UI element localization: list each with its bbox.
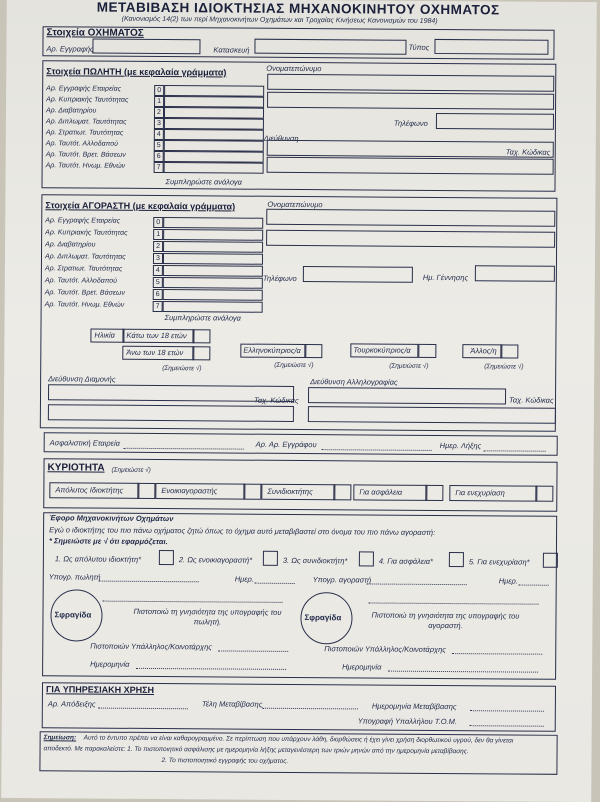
form-sheet bbox=[1, 0, 597, 802]
ownership-option-label: Απόλυτος Ιδιοκτήτης bbox=[55, 485, 124, 495]
form-subtitle: (Κανονισμός 14(2) των περί Μηχανοκινήτων Οχημάτων και Τροχαίας Κινήσεως Κανονισμών του 1984) bbox=[121, 15, 438, 25]
declaration-option-checkbox[interactable] bbox=[359, 551, 374, 566]
res-address-label: Διεύθυνση Διαμονής bbox=[48, 374, 116, 384]
nat-turkish-label: Τουρκοκύπριος/α bbox=[353, 345, 411, 355]
insurance-company-label: Ασφαλιστική Εταιρεία bbox=[49, 438, 120, 448]
official-heading: ΓΙΑ ΥΠΗΡΕΣΙΑΚΗ ΧΡΗΣΗ bbox=[45, 684, 155, 695]
buyer-id-field[interactable] bbox=[163, 253, 263, 265]
declaration-option-label: 5. Για ενεχυρίαση* bbox=[468, 557, 530, 567]
notes-text-2: αποδεκτό. Με παρακαλείστε: 1. Το πιστοποιητικό ασφάλισης με ημερομηνία λήξης μεταγενέστερη των τριών μηνών από την ημερομηνία μεταβίβασης. bbox=[43, 745, 469, 756]
nat-other-tick-note: (Σημειώστε √) bbox=[484, 363, 524, 371]
seller-id-number: 6 bbox=[154, 151, 164, 162]
buyer-id-number: 6 bbox=[153, 289, 163, 300]
declaration-option-checkbox[interactable] bbox=[263, 551, 278, 566]
buyer-heading: Στοιχεία ΑΓΟΡΑΣΤΗ (με κεφαλαία γράμματα) bbox=[45, 200, 236, 212]
buyer-id-label: Αρ. Κυπριακής Ταυτότητας bbox=[45, 229, 128, 237]
buyer-id-label: Αρ. Στρατιωτ. Ταυτότητας bbox=[44, 265, 123, 273]
buyer-id-number: 4 bbox=[153, 265, 163, 276]
declaration-option-label: 3. Ως συνιδιοκτήτη* bbox=[282, 555, 348, 566]
res-postcode-label: Ταχ. Κώδικας bbox=[253, 395, 299, 405]
seller-name-field-2[interactable] bbox=[267, 92, 554, 110]
buyer-id-number: 3 bbox=[153, 253, 163, 264]
seller-id-label: Αρ. Κυπριακής Ταυτότητας bbox=[46, 96, 129, 104]
ownership-option-label: Για ενεχυρίαση bbox=[455, 488, 505, 498]
mail-postcode-label: Ταχ. Κώδικας bbox=[508, 395, 554, 405]
buyer-id-number: 0 bbox=[153, 217, 163, 228]
nat-turkish-checkbox[interactable] bbox=[418, 344, 436, 358]
buyer-cert-text: Πιστοποιώ τη γνησιότητα της υπογραφής του αγοραστή. bbox=[371, 610, 520, 631]
buyer-id-number: 5 bbox=[153, 277, 163, 288]
seller-phone-label: Τηλέφωνο bbox=[393, 118, 428, 128]
seller-cert-text: Πιστοποιώ τη γνησιότητα της υπογραφής του πωλητή. bbox=[133, 606, 282, 627]
age-tick-note: (Σημειώστε √) bbox=[162, 365, 202, 373]
ownership-heading: ΚΥΡΙΟΤΗΤΑ bbox=[47, 462, 105, 474]
seller-name-field-1[interactable] bbox=[267, 74, 554, 92]
notes-text-1: Αυτό το έντυπο πρέπει να είναι καθαρογραμμένο. Σε περίπτωση που υπάρχουν λάθη, διορθώσεις ή έχει γίνει χρήση διορθωτικού υγρού, δεν θα γίνεται bbox=[83, 734, 514, 745]
nat-other-checkbox[interactable] bbox=[500, 344, 518, 358]
official-fees-label: Τέλη Μεταβίβασης bbox=[201, 699, 263, 709]
buyer-id-field[interactable] bbox=[163, 229, 263, 241]
seller-id-number: 2 bbox=[154, 107, 164, 118]
seller-address-label: Διεύθυνση bbox=[263, 133, 299, 143]
seller-heading: Στοιχεία ΠΩΛΗΤΗ (με κεφαλαία γράμματα) bbox=[46, 66, 227, 78]
insurance-policy-label: Αρ. Αρ. Εγγράφου bbox=[255, 439, 317, 450]
seller-id-label: Αρ. Ταυτότ. Αλλοδαπού bbox=[45, 140, 119, 148]
buyer-id-label: Αρ. Ταυτότ. Ηνωμ. Εθνών bbox=[44, 301, 125, 309]
seller-address-field-2[interactable] bbox=[267, 157, 554, 175]
buyer-id-label: Αρ. Διαβατηρίου bbox=[45, 241, 96, 249]
nat-greek-label: Ελληνοκύπριος/α bbox=[243, 345, 301, 356]
age-label: Ηλικία bbox=[94, 330, 115, 340]
ownership-option-checkbox[interactable] bbox=[243, 484, 261, 500]
vehicle-type-label: Τύπος bbox=[408, 42, 430, 52]
buyer-id-field[interactable] bbox=[163, 301, 263, 313]
ownership-option-checkbox[interactable] bbox=[535, 486, 553, 502]
declaration-line1: Εγώ ο ιδιοκτήτης του πιο πάνω οχήματος ζητώ όπως το όχημα αυτό μεταβιβαστεί στο όνομα του πιο πάνω αγοραστή: bbox=[49, 525, 436, 537]
mail-address-field-2[interactable] bbox=[308, 406, 556, 424]
seller-id-field[interactable] bbox=[164, 96, 264, 108]
buyer-fill-note: Συμπληρώστε ανάλογα bbox=[164, 313, 242, 323]
official-date-label: Ημερομηνία Μεταβίβασης bbox=[371, 701, 457, 712]
age-under-label: Κάτω των 18 ετών bbox=[126, 330, 187, 341]
declaration-option-label: 2. Ως ενοικιαγοραστή* bbox=[178, 555, 253, 565]
buyer-name-field-2[interactable] bbox=[266, 230, 555, 248]
insurance-expiry-label: Ημερ. Λήξης bbox=[439, 440, 482, 451]
buyer-id-number: 2 bbox=[153, 241, 163, 252]
seller-id-field[interactable] bbox=[164, 129, 264, 141]
vehicle-make-field[interactable] bbox=[254, 39, 406, 55]
seller-fill-note: Συμπληρώστε ανάλογα bbox=[165, 177, 242, 187]
ownership-tick-note: (Σημειώστε √) bbox=[111, 466, 151, 474]
declaration-option-checkbox[interactable] bbox=[159, 550, 174, 565]
official-sign-label: Υπογραφή Υπαλλήλου Τ.Ο.Μ. bbox=[357, 716, 458, 727]
buyer-date-label: Ημερ. bbox=[498, 576, 518, 586]
notes-label: Σημείωση: bbox=[43, 734, 77, 742]
official-receipt-label: Αρ. Απόδειξης bbox=[47, 699, 96, 709]
seller-officer-date-label: Ημερομηνία bbox=[90, 659, 130, 669]
seller-id-field[interactable] bbox=[164, 162, 264, 174]
declaration-line2: * Σημειώστε με √ ότι εφαρμόζεται. bbox=[48, 536, 168, 547]
nat-greek-tick-note: (Σημειώστε √) bbox=[274, 361, 314, 370]
nat-other-label: Άλλος/η bbox=[470, 346, 497, 356]
seller-id-number: 1 bbox=[154, 96, 164, 107]
seller-id-number: 3 bbox=[154, 118, 164, 129]
seller-id-number: 0 bbox=[154, 85, 164, 96]
declaration-option-checkbox[interactable] bbox=[543, 553, 558, 568]
seller-stamp-label: Σφραγίδα bbox=[54, 610, 92, 620]
buyer-id-field[interactable] bbox=[163, 241, 263, 253]
buyer-officer-date-label: Ημερομηνία bbox=[342, 662, 382, 672]
seller-postcode-label: Ταχ. Κώδικας bbox=[505, 147, 551, 157]
vehicle-make-label: Κατασκευή bbox=[213, 45, 250, 55]
ownership-option-label: Συνιδιοκτήτης bbox=[267, 486, 313, 497]
vehicle-reg-label: Αρ. Εγγραφής bbox=[46, 44, 94, 54]
seller-date-label: Ημερ. bbox=[234, 574, 254, 584]
mail-address-field-1[interactable] bbox=[308, 387, 506, 404]
seller-id-number: 4 bbox=[154, 129, 164, 140]
buyer-id-field[interactable] bbox=[163, 277, 263, 289]
age-under-checkbox[interactable] bbox=[192, 329, 210, 343]
ownership-option-checkbox[interactable] bbox=[137, 483, 155, 499]
buyer-dob-field[interactable] bbox=[475, 265, 555, 282]
seller-id-field[interactable] bbox=[164, 85, 264, 97]
buyer-phone-label: Τηλέφωνο bbox=[262, 273, 297, 283]
buyer-phone-field[interactable] bbox=[303, 266, 413, 283]
seller-id-field[interactable] bbox=[164, 151, 264, 163]
seller-id-label: Αρ. Ταυτότ. Ηνωμ. Εθνών bbox=[45, 162, 126, 170]
ownership-option-label: Ενοικιαγοραστής bbox=[161, 486, 218, 496]
buyer-id-label: Αρ. Ταυτότ. Βρετ. Βάσεων bbox=[44, 289, 125, 297]
buyer-id-label: Αρ. Εγγραφής Εταιρείας bbox=[45, 217, 121, 225]
vehicle-reg-field[interactable] bbox=[92, 39, 200, 55]
seller-id-field[interactable] bbox=[164, 107, 264, 119]
nat-turkish-tick-note: (Σημειώστε √) bbox=[389, 362, 429, 370]
res-address-field-2[interactable] bbox=[48, 404, 294, 422]
buyer-officer-label: Πιστοποιών Υπάλληλος/Κοινοτάρχης bbox=[324, 644, 446, 655]
nat-greek-checkbox[interactable] bbox=[304, 344, 322, 358]
seller-officer-label: Πιστοποιών Υπάλληλος/Κοινοτάρχης bbox=[90, 641, 212, 652]
age-over-label: Άνω των 18 ετών bbox=[126, 347, 184, 358]
form-title: ΜΕΤΑΒΙΒΑΣΗ ΙΔΙΟΚΤΗΣΙΑΣ ΜΗΧΑΝΟΚΙΝΗΤΟΥ ΟΧΗΜΑΤΟΣ bbox=[96, 0, 500, 18]
seller-id-label: Αρ. Ταυτότ. Βρετ. Βάσεων bbox=[45, 151, 126, 159]
seller-id-label: Αρ. Στρατιωτ. Ταυτότητας bbox=[45, 129, 124, 137]
ownership-option-label: Για ασφάλεια bbox=[359, 487, 403, 497]
buyer-id-field[interactable] bbox=[163, 217, 263, 229]
buyer-id-number: 1 bbox=[153, 229, 163, 240]
seller-id-label: Αρ. Διαβατηρίου bbox=[45, 107, 97, 115]
buyer-id-label: Αρ. Διπλωματ. Ταυτότητας bbox=[44, 253, 126, 261]
vehicle-type-field[interactable] bbox=[434, 39, 548, 55]
buyer-dob-label: Ημ. Γέννησης bbox=[422, 272, 469, 283]
seller-id-number: 5 bbox=[154, 140, 164, 151]
vehicle-heading: Στοιχεία ΟΧΗΜΑΤΟΣ bbox=[46, 27, 144, 39]
buyer-id-number: 7 bbox=[153, 301, 163, 312]
buyer-id-field[interactable] bbox=[163, 265, 263, 277]
buyer-id-label: Αρ. Ταυτότ. Αλλοδαπού bbox=[44, 277, 118, 285]
seller-id-number: 7 bbox=[154, 162, 164, 173]
seller-phone-field[interactable] bbox=[436, 113, 554, 130]
seller-id-label: Αρ. Εγγραφής Εταιρείας bbox=[46, 85, 122, 93]
buyer-name-field-1[interactable] bbox=[266, 209, 555, 227]
buyer-sign-label: Υπογρ. αγοραστή bbox=[312, 575, 372, 585]
seller-id-label: Αρ. Διπλωματ. Ταυτότητας bbox=[45, 118, 127, 126]
ownership-option-checkbox[interactable] bbox=[333, 484, 351, 500]
mail-address-label: Διεύθυνση Αλληλογραφίας bbox=[310, 377, 398, 387]
seller-name-label: Ονοματεπώνυμο bbox=[266, 63, 322, 74]
declaration-title: Έφορο Μηχανοκινήτων Οχημάτων bbox=[49, 513, 174, 524]
declaration-option-label: 1. Ως απόλυτου ιδιοκτήτη* bbox=[54, 554, 142, 564]
age-over-checkbox[interactable] bbox=[192, 346, 210, 360]
declaration-option-checkbox[interactable] bbox=[449, 552, 464, 567]
buyer-date-line[interactable] bbox=[519, 585, 549, 586]
ownership-option-checkbox[interactable] bbox=[425, 485, 443, 501]
notes-text-3: 2. Το πιστοποιητικό εγγραφής του οχήματος. bbox=[161, 757, 289, 765]
seller-id-field[interactable] bbox=[164, 118, 264, 130]
seller-id-field[interactable] bbox=[164, 140, 264, 152]
declaration-option-label: 4. Για ασφάλεια* bbox=[378, 556, 434, 566]
seller-sign-label: Υπογρ. πωλητή bbox=[48, 572, 101, 582]
buyer-id-field[interactable] bbox=[163, 289, 263, 301]
buyer-stamp-label: Σφραγίδα bbox=[304, 613, 342, 623]
buyer-name-label: Ονοματεπώνυμο bbox=[267, 199, 323, 210]
